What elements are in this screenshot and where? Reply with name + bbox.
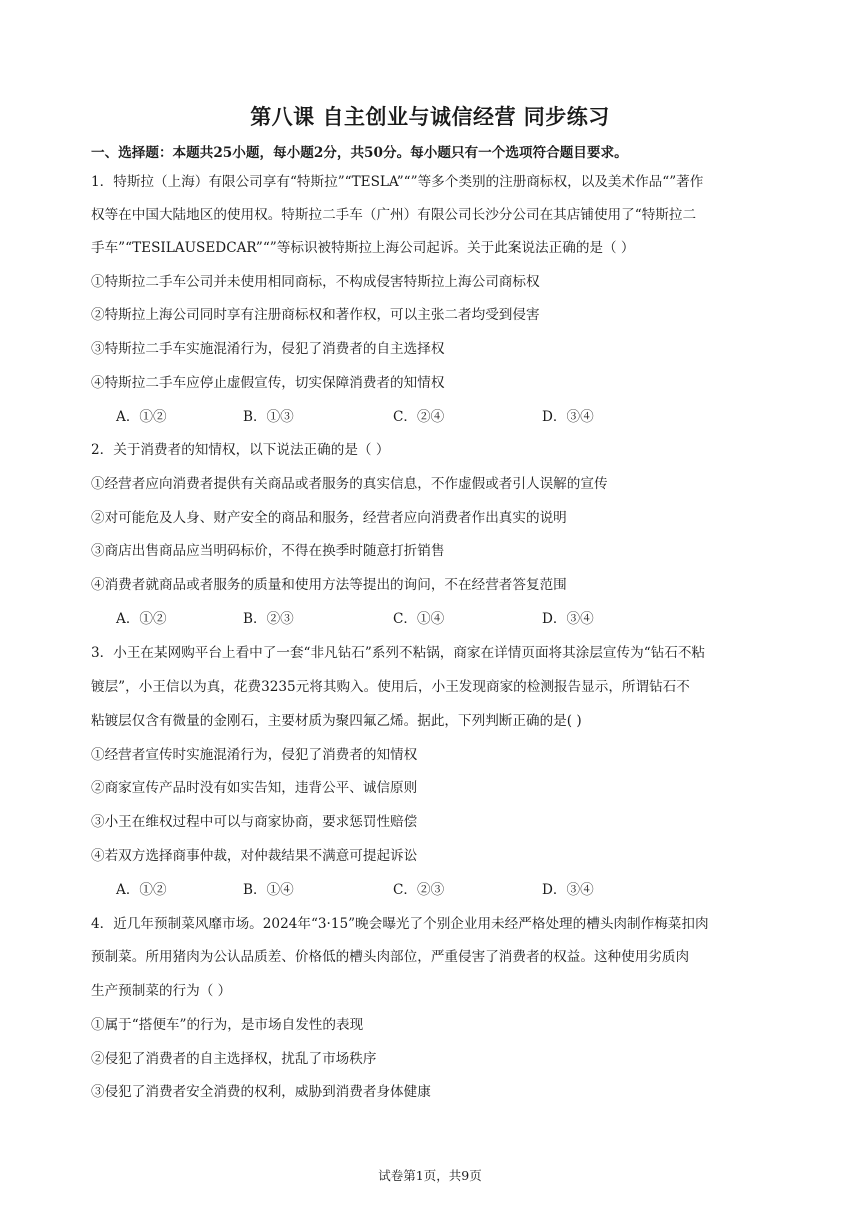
question-1-option-d: D．③④ [542,409,594,425]
question-3-stem-line-3: 粘镀层仅含有微量的金刚石，主要材质为聚四氟乙烯。据此，下列判断正确的是( ) [91,713,582,729]
question-3-statement-4: ④若双方选择商事仲裁，对仲裁结果不满意可提起诉讼 [91,848,418,864]
question-2-statement-3: ③商店出售商品应当明码标价，不得在换季时随意打折销售 [91,543,445,559]
question-3-option-a: A．①② [116,882,167,898]
section-heading: 一、选择题：本题共25小题，每小题2分，共50分。每小题只有一个选项符合题目要求。 [91,145,628,161]
question-4-statement-2: ②侵犯了消费者的自主选择权，扰乱了市场秩序 [91,1051,377,1067]
question-1-statement-3: ③特斯拉二手车实施混淆行为，侵犯了消费者的自主选择权 [91,341,445,357]
question-3-stem-line-1: 3．小王在某网购平台上看中了一套“非凡钻石”系列不粘锅，商家在详情页面将其涂层宣传为“钻石不粘 [91,645,706,661]
question-2-option-b: B．②③ [243,611,294,627]
page-title: 第八课 自主创业与诚信经营 同步练习 [250,105,610,129]
question-1-option-b: B．①③ [243,409,294,425]
page-footer: 试卷第1页，共9页 [378,1168,482,1183]
question-3-stem-line-2: 镀层”，小王信以为真，花费3235元将其购入。使用后，小王发现商家的检测报告显示，所谓钻石不 [91,679,690,695]
question-1-stem-line-1: 1．特斯拉（上海）有限公司享有“特斯拉”“TESLA”“”等多个类别的注册商标权，以及美术作品“”著作 [91,174,704,190]
question-3-statement-2: ②商家宣传产品时没有如实告知，违背公平、诚信原则 [91,780,418,796]
question-2-option-a: A．①② [116,611,167,627]
question-1-stem-line-3: 手车”“TESILAUSEDCAR”“”等标识被特斯拉上海公司起诉。关于此案说法正确的是（ ） [91,240,635,256]
question-2-option-c: C．①④ [393,611,445,627]
question-1-statement-4: ④特斯拉二手车应停止虚假宣传，切实保障消费者的知情权 [91,375,445,391]
question-2-option-d: D．③④ [542,611,594,627]
question-2-statement-1: ①经营者应向消费者提供有关商品或者服务的真实信息，不作虚假或者引人误解的宣传 [91,476,608,492]
question-1-statement-1: ①特斯拉二手车公司并未使用相同商标，不构成侵害特斯拉上海公司商标权 [91,274,540,290]
question-4-statement-3: ③侵犯了消费者安全消费的权利，威胁到消费者身体健康 [91,1084,431,1100]
question-2-statement-2: ②对可能危及人身、财产安全的商品和服务，经营者应向消费者作出真实的说明 [91,510,567,526]
question-3-option-b: B．①④ [243,882,294,898]
question-1-option-a: A．①② [116,409,167,425]
question-3-statement-1: ①经营者宣传时实施混淆行为，侵犯了消费者的知情权 [91,747,418,763]
question-2-stem-line-1: 2．关于消费者的知情权，以下说法正确的是（ ） [91,442,390,458]
question-4-stem-line-1: 4．近几年预制菜风靡市场。2024年“3·15”晚会曝光了个别企业用未经严格处理的槽头肉制作梅菜扣肉 [91,916,709,932]
question-1-option-c: C．②④ [393,409,445,425]
question-1-statement-2: ②特斯拉上海公司同时享有注册商标权和著作权，可以主张二者均受到侵害 [91,307,540,323]
question-4-stem-line-3: 生产预制菜的行为（ ） [91,983,232,999]
question-3-statement-3: ③小王在维权过程中可以与商家协商，要求惩罚性赔偿 [91,814,418,830]
question-4-statement-1: ①属于“搭便车”的行为，是市场自发性的表现 [91,1017,364,1033]
question-2-statement-4: ④消费者就商品或者服务的质量和使用方法等提出的询问，不在经营者答复范围 [91,577,567,593]
question-3-option-d: D．③④ [542,882,594,898]
question-4-stem-line-2: 预制菜。所用猪肉为公认品质差、价格低的槽头肉部位，严重侵害了消费者的权益。这种使用劣质肉 [91,949,690,965]
question-1-stem-line-2: 权等在中国大陆地区的使用权。特斯拉二手车（广州）有限公司长沙分公司在其店铺使用了“特斯拉二 [91,207,697,223]
question-3-option-c: C．②③ [393,882,445,898]
